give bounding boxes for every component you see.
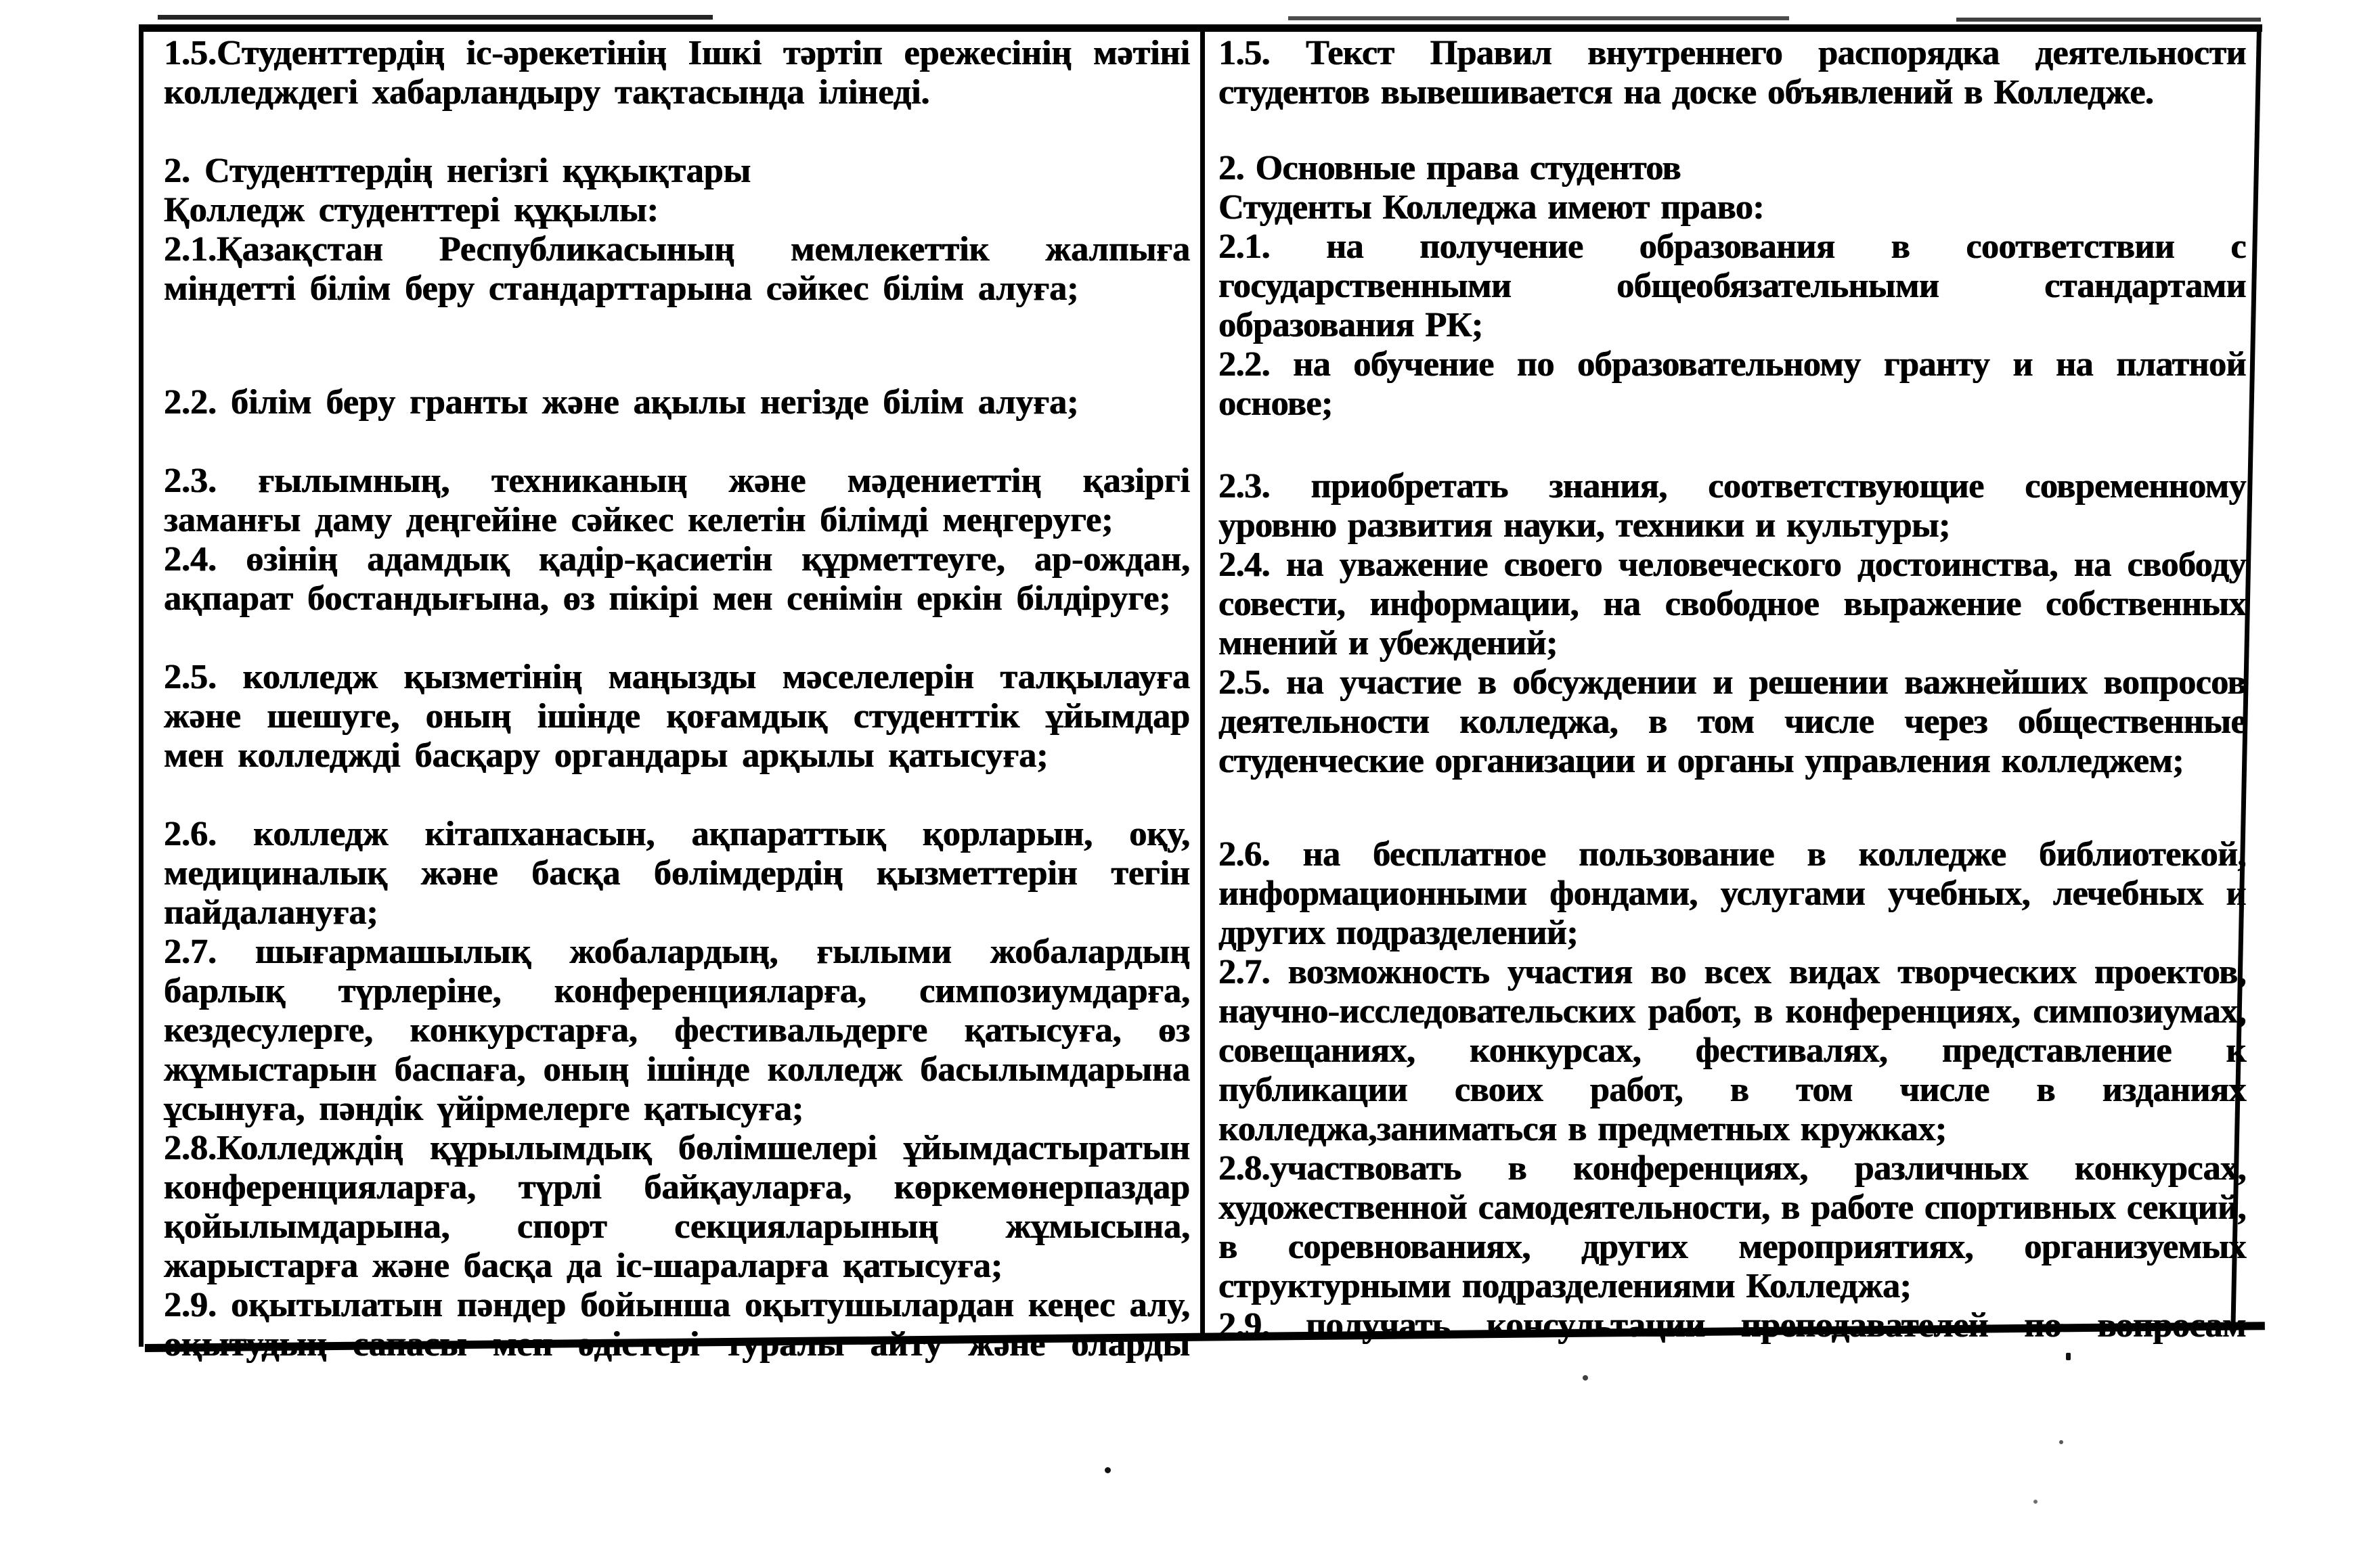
section-2-intro-ru: Студенты Колледжа имеют право: bbox=[1218, 188, 1765, 227]
table-border-left bbox=[139, 24, 144, 1347]
clause-2-1-ru: 2.1. на получение образования в соответствии с государственными общеобязательными стандартами образования РК; bbox=[1218, 227, 2246, 344]
table-cell-kazakh bbox=[164, 34, 1190, 1364]
table-border-top-artifact bbox=[1956, 18, 2261, 22]
section-2-heading-ru: 2. Основные права студентов bbox=[1218, 149, 1681, 187]
scan-speck bbox=[2066, 1353, 2071, 1360]
scan-speck bbox=[2033, 1500, 2038, 1504]
table-cell-russian bbox=[1218, 34, 2246, 1345]
clause-2-6-kk: 2.6. колледж кітапханасын, ақпараттық қорларын, оқу, медициналық және басқа бөлімдердің қызметтерін тегін пайдалануға; bbox=[164, 815, 1190, 932]
clause-2-3-ru: 2.3. приобретать знания, соответствующие современному уровню развития науки, техники и культуры; bbox=[1218, 467, 2246, 545]
clause-2-2-ru: 2.2. на обучение по образовательному гранту и на платной основе; bbox=[1218, 345, 2246, 423]
clause-2-8-kk: 2.8.Колледждің құрылымдық бөлімшелері ұйымдастыратын конференцияларға, түрлі байқауларға, көркемөнерпаздар қойылымдарына, спорт секцияларының жұмысына, жарыстарға және басқа да іс-шараларға қатысуға; bbox=[164, 1129, 1190, 1285]
clause-2-4-ru: 2.4. на уважение своего человеческого достоинства, на свободу совести, информации, на свободное выражение собственных мнений и убеждений; bbox=[1218, 545, 2246, 663]
clause-1-5-kk: 1.5.Студенттердің іс-әрекетінің Ішкі тәртіп ережесінің мәтіні колледждегі хабарландыру тақтасында ілінеді. bbox=[164, 34, 1190, 112]
clause-2-7-kk: 2.7. шығармашылық жобалардың, ғылыми жобалардың барлық түрлеріне, конференцияларға, симпозиумдарға, кездесулерге, конкурстарға, фестивальдерге қатысуға, өз жұмыстарын баспаға, оның ішінде колледж басылымдарына ұсынуға, пәндік үйірмелерге қатысуға; bbox=[164, 933, 1190, 1128]
clause-2-3-kk: 2.3. ғылымның, техниканың және мәдениеттің қазіргі заманғы даму деңгейіне сәйкес келетін білімді меңгеруге; bbox=[164, 462, 1190, 539]
section-2-intro-kk: Қолледж студенттері құқылы: bbox=[164, 191, 659, 229]
clause-2-5-ru: 2.5. на участие в обсуждении и решении важнейших вопросов деятельности колледжа, в том числе через общественные студенческие организации и органы управления колледжем; bbox=[1218, 663, 2246, 780]
scan-speck bbox=[1583, 1375, 1588, 1381]
scan-speck bbox=[1105, 1467, 1111, 1473]
table-column-divider bbox=[1200, 27, 1205, 1337]
clause-2-8-ru: 2.8.участвовать в конференциях, различных конкурсах, художественной самодеятельности, в работе спортивных секций, в соревнованиях, других мероприятиях, организуемых структурными подразделениями Колледжа; bbox=[1218, 1149, 2246, 1305]
clause-2-9-ru: 2.9. получать консультации преподавателей по вопросам bbox=[1218, 1306, 2246, 1345]
clause-2-6-ru: 2.6. на бесплатное пользование в колледже библиотекой, информационными фондами, услугами учебных, лечебных и других подразделений; bbox=[1218, 835, 2246, 952]
clause-2-4-kk: 2.4. өзінің адамдық қадір-қасиетін құрметтеуге, ар-ождан, ақпарат бостандығына, өз пікірі мен сенімін еркін білдіруге; bbox=[164, 540, 1190, 618]
clause-2-1-kk: 2.1.Қазақстан Республикасының мемлекеттік жалпыға міндетті білім беру стандарттарына сәйкес білім алуға; bbox=[164, 230, 1190, 308]
table-border-top-artifact bbox=[158, 15, 713, 20]
clause-2-7-ru: 2.7. возможность участия во всех видах творческих проектов, научно-исследовательских работ, в конференциях, симпозиумах, совещаниях, конкурсах, фестивалях, представление к публикации своих работ, в том числе в изданиях колледжа,заниматься в предметных кружках; bbox=[1218, 953, 2246, 1148]
scan-speck bbox=[2059, 1440, 2063, 1444]
section-2-heading-kk: 2. Студенттердің негізгі құқықтары bbox=[164, 152, 751, 190]
table-border-top-artifact bbox=[1288, 16, 1789, 20]
clause-1-5-ru: 1.5. Текст Правил внутреннего распорядка деятельности студентов вывешивается на доске объявлений в Колледже. bbox=[1218, 34, 2246, 112]
clause-2-2-kk: 2.2. білім беру гранты және ақылы негізде білім алуға; bbox=[164, 383, 1079, 422]
clause-2-5-kk: 2.5. колледж қызметінің маңызды мәселелерін талқылауға және шешуге, оның ішінде қоғамдық студенттік ұйымдар мен колледжді басқару органдары арқылы қатысуға; bbox=[164, 658, 1190, 775]
clause-2-9-kk: 2.9. оқытылатын пәндер бойынша оқытушылардан кеңес алу, оқытудың сапасы мен әдістері туралы айту және оларды bbox=[164, 1286, 1190, 1364]
